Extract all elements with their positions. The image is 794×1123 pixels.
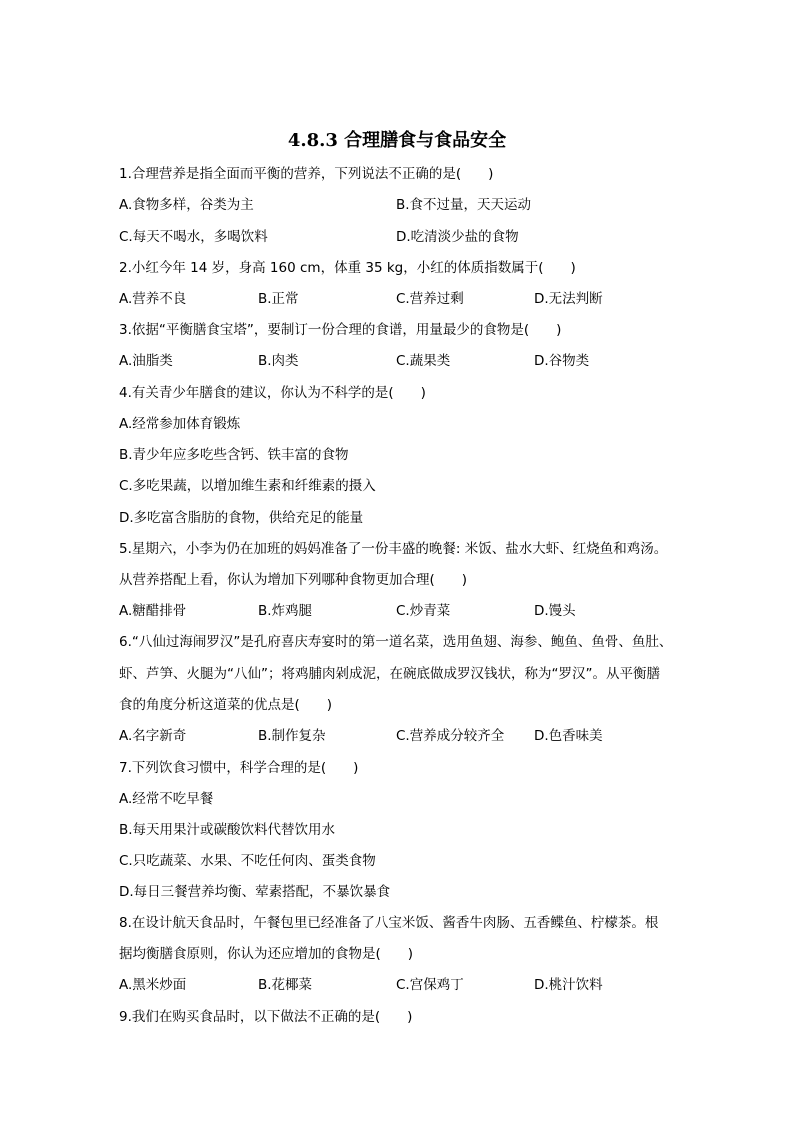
question-3-stem: 3.依据“平衡膳食宝塔”，要制订一份合理的食谱，用量最少的食物是( ) xyxy=(119,322,562,338)
question-2-option-b: B.正常 xyxy=(258,291,299,307)
question-7-option-a: A.经常不吃早餐 xyxy=(119,791,214,807)
question-8-option-d: D.桃汁饮料 xyxy=(534,977,603,993)
question-7-option-b: B.每天用果汁或碳酸饮料代替饮用水 xyxy=(119,822,336,838)
question-6-stem-line-1: 6.“八仙过海闹罗汉”是孔府喜庆寿宴时的第一道名菜，选用鱼翅、海参、鲍鱼、鱼骨、鱼肚、 xyxy=(119,634,673,650)
question-2-option-a: A.营养不良 xyxy=(119,291,187,307)
question-8-option-a: A.黑米炒面 xyxy=(119,977,187,993)
question-5-option-b: B.炸鸡腿 xyxy=(258,603,313,619)
question-1-stem: 1.合理营养是指全面而平衡的营养，下列说法不正确的是( ) xyxy=(119,166,494,182)
question-6-option-d: D.色香味美 xyxy=(534,728,603,744)
question-4-option-b: B.青少年应多吃些含钙、铁丰富的食物 xyxy=(119,447,349,463)
question-7-stem: 7.下列饮食习惯中，科学合理的是( ) xyxy=(119,760,359,776)
question-4-option-d: D.多吃富含脂肪的食物，供给充足的能量 xyxy=(119,510,364,526)
question-5-option-a: A.糖醋排骨 xyxy=(119,603,187,619)
question-9-stem: 9.我们在购买食品时，以下做法不正确的是( ) xyxy=(119,1009,413,1025)
question-1-option-a: A.食物多样，谷类为主 xyxy=(119,197,254,213)
question-7-option-d: D.每日三餐营养均衡、荤素搭配，不暴饮暴食 xyxy=(119,884,391,900)
question-7-option-c: C.只吃蔬菜、水果、不吃任何肉、蛋类食物 xyxy=(119,853,376,869)
question-1-option-d: D.吃清淡少盐的食物 xyxy=(396,229,519,245)
question-5-option-c: C.炒青菜 xyxy=(396,603,451,619)
question-5-option-d: D.馒头 xyxy=(534,603,576,619)
question-2-stem: 2.小红今年 14 岁，身高 160 cm，体重 35 kg，小红的体质指数属于( ) xyxy=(119,260,576,276)
question-5-stem-line-2: 从营养搭配上看，你认为增加下列哪种食物更加合理( ) xyxy=(119,572,468,588)
question-2-option-c: C.营养过剩 xyxy=(396,291,464,307)
question-5-stem-line-1: 5.星期六，小李为仍在加班的妈妈准备了一份丰盛的晚餐: 米饭、盐水大虾、红烧鱼和鸡汤。 xyxy=(119,541,668,557)
question-6-stem-line-2: 虾、芦笋、火腿为“八仙”；将鸡脯肉剁成泥，在碗底做成罗汉钱状，称为“罗汉”。从平衡膳 xyxy=(119,666,660,682)
page-title: 4.8.3 合理膳食与食品安全 xyxy=(287,130,507,151)
question-4-option-c: C.多吃果蔬，以增加维生素和纤维素的摄入 xyxy=(119,478,376,494)
question-3-option-c: C.蔬果类 xyxy=(396,353,451,369)
question-2-option-d: D.无法判断 xyxy=(534,291,603,307)
question-8-option-c: C.宫保鸡丁 xyxy=(396,977,464,993)
question-3-option-b: B.肉类 xyxy=(258,353,299,369)
question-4-stem: 4.有关青少年膳食的建议，你认为不科学的是( ) xyxy=(119,385,426,401)
question-1-option-c: C.每天不喝水，多喝饮料 xyxy=(119,229,268,245)
question-4-option-a: A.经常参加体育锻炼 xyxy=(119,416,241,432)
question-3-option-a: A.油脂类 xyxy=(119,353,173,369)
question-8-stem-line-1: 8.在设计航天食品时，午餐包里已经准备了八宝米饭、酱香牛肉肠、五香鲽鱼、柠檬茶。根 xyxy=(119,915,659,931)
question-3-option-d: D.谷物类 xyxy=(534,353,590,369)
question-6-option-b: B.制作复杂 xyxy=(258,728,326,744)
question-1-option-b: B.食不过量，天天运动 xyxy=(396,197,532,213)
question-6-option-a: A.名字新奇 xyxy=(119,728,187,744)
question-6-stem-line-3: 食的角度分析这道菜的优点是( ) xyxy=(119,697,333,713)
question-6-option-c: C.营养成分较齐全 xyxy=(396,728,505,744)
question-8-option-b: B.花椰菜 xyxy=(258,977,313,993)
question-8-stem-line-2: 据均衡膳食原则，你认为还应增加的食物是( ) xyxy=(119,946,414,962)
